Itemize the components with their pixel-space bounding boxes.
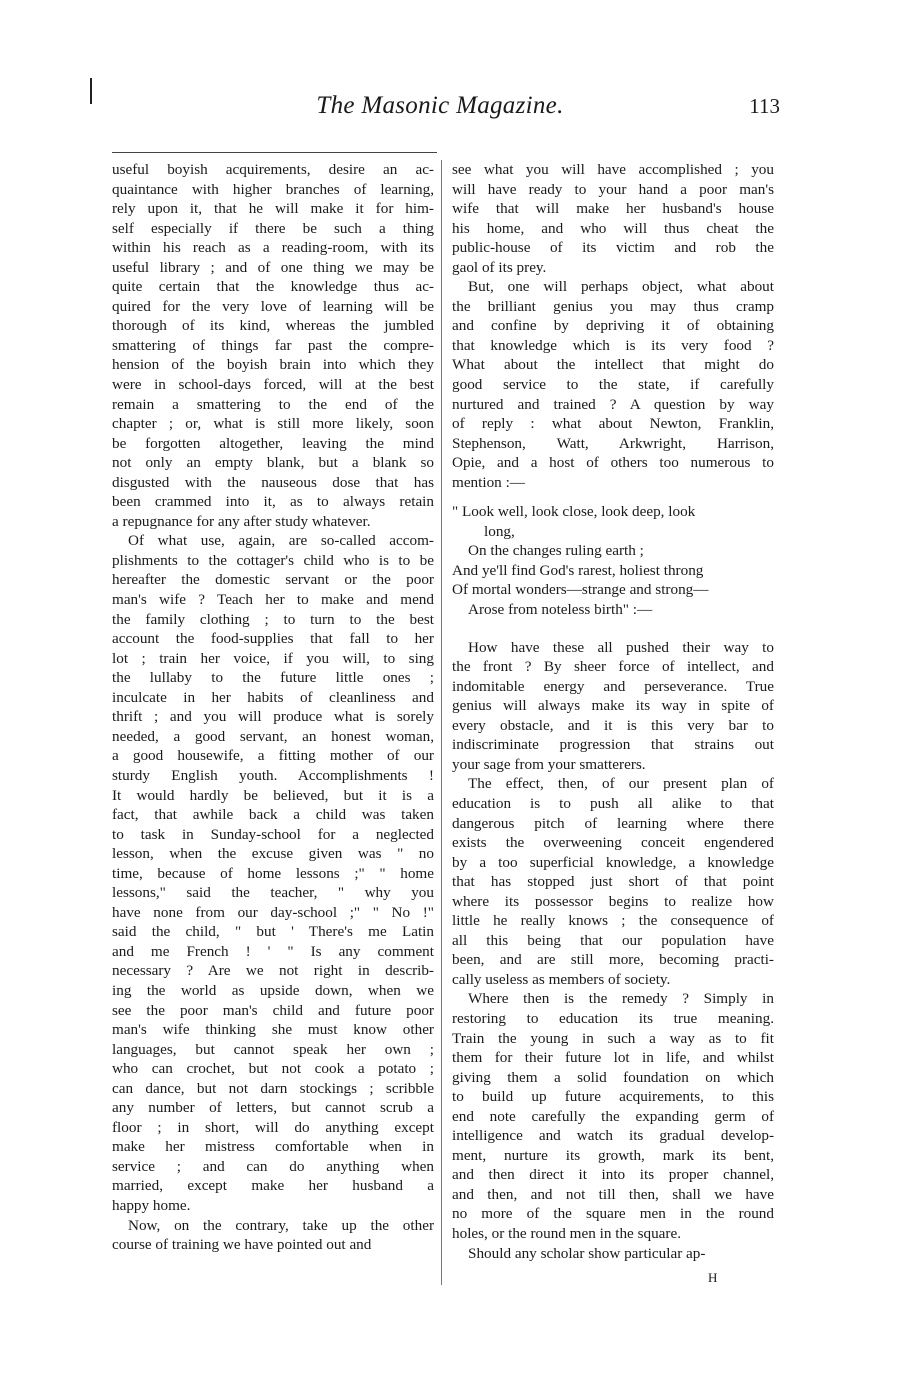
text-line: ing the world as upside down, when we: [112, 981, 434, 999]
text-line: Opie, and a host of others too numerous to: [452, 454, 774, 472]
text-line: useful boyish acquirements, desire an ac-: [112, 161, 434, 178]
text-line: the family clothing ; to turn to the best: [112, 610, 434, 628]
text-line: ment, nurture its growth, mark its bent,: [452, 1146, 774, 1164]
verse-line: Arose from noteless birth" :—: [468, 601, 653, 619]
text-line: The effect, then, of our present plan of: [468, 775, 774, 793]
page-number: 113: [749, 94, 780, 118]
text-line: to build up future acquirements, to this: [452, 1088, 774, 1106]
text-line: to task in Sunday-school for a neglected: [112, 825, 434, 843]
text-line: end note carefully the expanding germ of: [452, 1107, 774, 1125]
text-line: man's wife thinking she must know other: [112, 1021, 434, 1039]
text-line: remain a smattering to the end of the: [112, 395, 434, 413]
text-line: them for their future lot in life, and whilst: [452, 1049, 774, 1067]
text-line: smattering of things far past the compre-: [112, 336, 434, 354]
text-line: the lullaby to the future little ones ;: [112, 669, 434, 687]
verse-line: Of mortal wonders—strange and strong—: [452, 581, 709, 599]
text-line: no more of the square men in the round: [452, 1205, 774, 1223]
verse-line: " Look well, look close, look deep, look: [452, 503, 696, 521]
text-line: the front ? By sheer force of intellect, and: [452, 658, 774, 676]
text-line: will have ready to your hand a poor man's: [452, 180, 774, 198]
text-line: restoring to education its true meaning.: [452, 1009, 774, 1027]
verse-line: long,: [484, 522, 515, 540]
text-line: inculcate in her habits of cleanliness and: [112, 688, 434, 706]
text-line: man's wife ? Teach her to make and mend: [112, 591, 434, 609]
text-line: education is to push all alike to that: [452, 794, 774, 812]
text-line: holes, or the round men in the square.: [452, 1224, 682, 1242]
text-line: floor ; in short, will do anything except: [112, 1118, 434, 1136]
text-line: intelligence and watch its gradual develop-: [452, 1127, 774, 1145]
text-line: happy home.: [112, 1196, 191, 1214]
text-line: that has stopped just short of that point: [452, 873, 774, 891]
verse-line: And ye'll find God's rarest, holiest throng: [452, 561, 704, 579]
text-line: good service to the state, if carefully: [452, 376, 774, 394]
text-line: see the poor man's child and future poor: [112, 1001, 434, 1019]
text-line: chapter ; or, what is still more likely, soon: [112, 415, 434, 433]
text-line: plishments to the cottager's child who is to be: [112, 551, 434, 569]
spacer: [452, 492, 774, 502]
text-line: been, and are still more, becoming practi-: [452, 951, 774, 969]
text-line: see what you will have accomplished ; you: [452, 161, 774, 178]
text-line: Train the young in such a way as to fit: [452, 1029, 774, 1047]
text-line: useful library ; and of one thing we may be: [112, 258, 434, 276]
header-rule: [112, 152, 437, 153]
text-line: account the food-supplies that fall to her: [112, 630, 434, 648]
text-line: little he really knows ; the consequence of: [452, 912, 774, 930]
text-line: It would hardly be believed, but it is a: [112, 786, 434, 804]
text-line: and then, and not till then, shall we have: [452, 1185, 774, 1203]
column-divider: [441, 160, 442, 1285]
text-line: What about the intellect that might do: [452, 356, 774, 374]
text-line: and confine by depriving it of obtaining: [452, 317, 774, 335]
running-title: The Masonic Magazine.: [316, 92, 564, 119]
text-line: your sage from your smatterers.: [452, 755, 646, 773]
text-line: indomitable energy and perseverance. True: [452, 677, 774, 695]
text-line: mention :—: [452, 473, 525, 491]
text-line: quite certain that the knowledge thus ac-: [112, 278, 434, 296]
text-line: quaintance with higher branches of learning,: [112, 180, 434, 198]
text-line: course of training we have pointed out and: [112, 1236, 372, 1254]
text-line: dangerous pitch of learning where there: [452, 814, 774, 832]
text-line: gaol of its prey.: [452, 258, 547, 276]
text-line: of reply : what about Newton, Franklin,: [452, 415, 774, 433]
text-line: been crammed into it, as to always retain: [112, 493, 434, 511]
text-line: make her mistress comfortable when in: [112, 1138, 434, 1156]
text-line: married, except make her husband a: [112, 1177, 434, 1195]
text-line: sturdy English youth. Accomplishments !: [112, 766, 434, 784]
text-line: by a too superficial knowledge, a knowledge: [452, 853, 774, 871]
text-line: time, because of home lessons ;" " home: [112, 864, 434, 882]
text-line: where its possessor begins to realize how: [452, 892, 774, 910]
text-line: Of what use, again, are so-called accom-: [128, 532, 434, 550]
text-line: every obstacle, and it is this very bar to: [452, 716, 774, 734]
text-line: fact, that awhile back a child was taken: [112, 806, 434, 824]
text-line: genius will always make its way in spite of: [452, 697, 774, 715]
text-line: giving them a solid foundation on which: [452, 1068, 774, 1086]
text-line: hension of the boyish brain into which they: [112, 356, 434, 374]
text-line: lessons," said the teacher, " why you: [112, 884, 434, 902]
text-line: a repugnance for any after study whatever.: [112, 512, 371, 530]
text-line: that knowledge which is its very food ?: [452, 336, 774, 354]
text-line: hereafter the domestic servant or the poor: [112, 571, 434, 589]
text-line: any number of letters, but cannot scrub a: [112, 1099, 434, 1117]
text-line: can dance, but not darn stockings ; scribble: [112, 1079, 434, 1097]
text-line: languages, but cannot speak her own ;: [112, 1040, 434, 1058]
text-line: necessary ? Are we not right in describ-: [112, 962, 434, 980]
text-line: disgusted with the nauseous dose that has: [112, 473, 434, 491]
text-line: said the child, " but ' There's me Latin: [112, 923, 434, 941]
text-line: rely upon it, that he will make it for him-: [112, 200, 434, 218]
text-line: But, one will perhaps object, what about: [468, 278, 774, 296]
text-line: Now, on the contrary, take up the other: [128, 1216, 434, 1234]
text-line: cally useless as members of society.: [452, 970, 671, 988]
text-line: Stephenson, Watt, Arkwright, Harrison,: [452, 434, 774, 452]
text-line: were in school-days forced, will at the best: [112, 376, 434, 394]
text-line: exists the overweening conceit engendered: [452, 834, 774, 852]
text-line: and then direct it into its proper channel,: [452, 1166, 774, 1184]
text-line: quired for the very love of learning will be: [112, 297, 434, 315]
text-line: his home, and who will thus cheat the: [452, 219, 774, 237]
text-line: within his reach as a reading-room, with its: [112, 239, 434, 257]
signature-mark: H: [708, 1270, 718, 1285]
text-line: Should any scholar show particular ap-: [468, 1244, 706, 1262]
text-line: public-house of its victim and rob the: [452, 239, 774, 257]
text-line: indiscriminate progression that strains out: [452, 736, 774, 754]
text-line: lot ; train her voice, if you will, to sing: [112, 649, 434, 667]
text-line: service ; and can do anything when: [112, 1157, 434, 1175]
text-line: be forgotten altogether, leaving the mind: [112, 434, 434, 452]
spacer: [452, 620, 774, 638]
text-line: nurtured and trained ? A question by way: [452, 395, 774, 413]
text-line: self especially if there be such a thing: [112, 219, 434, 237]
text-line: all this being that our population have: [452, 931, 774, 949]
verse-line: On the changes ruling earth ;: [468, 542, 644, 560]
page-header: [110, 92, 780, 128]
text-line: wife that will make her husband's house: [452, 200, 774, 218]
text-line: and me French ! ' " Is any comment: [112, 942, 434, 960]
left-column: [112, 160, 434, 1255]
text-line: have none from our day-school ;" " No !": [112, 903, 434, 921]
text-line: a good housewife, a fitting mother of our: [112, 747, 434, 765]
text-line: thrift ; and you will produce what is sorely: [112, 708, 434, 726]
text-line: who can crochet, but not cook a potato ;: [112, 1060, 434, 1078]
right-column: [452, 160, 774, 1263]
text-line: lesson, when the excuse given was " no: [112, 845, 434, 863]
text-line: the brilliant genius you may thus cramp: [452, 297, 774, 315]
text-line: How have these all pushed their way to: [468, 638, 774, 656]
text-line: needed, a good servant, an honest woman,: [112, 727, 434, 745]
margin-mark: [90, 78, 92, 104]
text-line: Where then is the remedy ? Simply in: [468, 990, 774, 1008]
text-line: thorough of its kind, whereas the jumbled: [112, 317, 434, 335]
text-line: not only an empty blank, but a blank so: [112, 454, 434, 472]
